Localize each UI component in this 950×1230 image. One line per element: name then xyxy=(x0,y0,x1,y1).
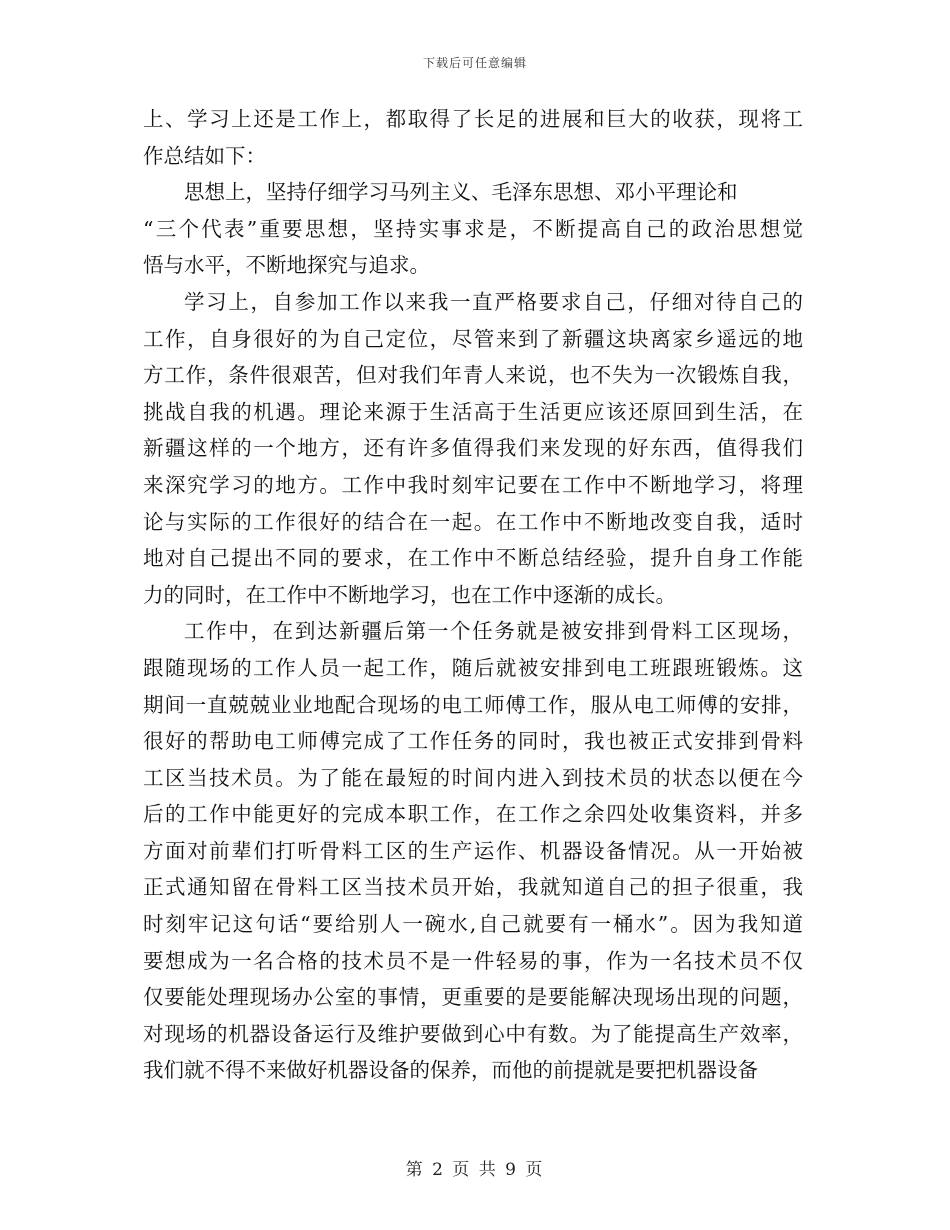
text-line: “三个代表”重要思想，坚持实事求是，不断提高自己的政治思想觉 xyxy=(143,216,803,241)
text-line: 要想成为一名合格的技术员不是一件轻易的事，作为一名技术员不仅 xyxy=(143,948,803,973)
text-line: 论与实际的工作很好的结合在一起。在工作中不断地改变自我，适时 xyxy=(143,509,803,534)
text-line: 思想上，坚持仔细学习马列主义、毛泽东思想、邓小平理论和 xyxy=(184,180,738,205)
text-line: 仅要能处理现场办公室的事情，更重要的是要能解决现场出现的问题， xyxy=(143,985,803,1010)
page-header: 下载后可任意编辑 xyxy=(422,56,527,70)
paragraph xyxy=(143,101,803,174)
document-body xyxy=(143,101,803,1089)
text-line: 我们就不得不来做好机器设备的保养，而他的前提就是要把机器设备 xyxy=(143,1058,758,1083)
paragraph xyxy=(143,284,803,613)
text-line: 正式通知留在骨料工区当技术员开始，我就知道自己的担子很重，我 xyxy=(143,875,803,900)
paragraph xyxy=(143,613,803,1089)
text-line: 力的同时，在工作中不断地学习，也在工作中逐渐的成长。 xyxy=(143,582,676,607)
text-line: 悟与水平，不断地探究与追求。 xyxy=(143,253,430,278)
text-line: 工作中，在到达新疆后第一个任务就是被安排到骨料工区现场， xyxy=(184,619,803,644)
text-line: 很好的帮助电工师傅完成了工作任务的同时，我也被正式安排到骨料 xyxy=(143,729,803,754)
paragraph xyxy=(143,174,803,284)
text-line: 工区当技术员。为了能在最短的时间内进入到技术员的状态以便在今 xyxy=(143,765,803,790)
text-line: 后的工作中能更好的完成本职工作，在工作之余四处收集资料，并多 xyxy=(143,802,803,827)
text-line: 方工作，条件很艰苦，但对我们年青人来说，也不失为一次锻炼自我， xyxy=(143,363,803,388)
text-line: 方面对前辈们打听骨料工区的生产运作、机器设备情况。从一开始被 xyxy=(143,838,803,863)
text-line: 地对自己提出不同的要求，在工作中不断总结经验，提升自身工作能 xyxy=(143,546,803,571)
text-line: 期间一直兢兢业业地配合现场的电工师傅工作，服从电工师傅的安排， xyxy=(143,692,803,717)
text-line: 工作，自身很好的为自己定位，尽管来到了新疆这块离家乡遥远的地 xyxy=(143,326,803,351)
text-line: 挑战自我的机遇。理论来源于生活高于生活更应该还原回到生活，在 xyxy=(143,399,803,424)
text-line: 来深究学习的地方。工作中我时刻牢记要在工作中不断地学习，将理 xyxy=(143,472,803,497)
text-line: 跟随现场的工作人员一起工作，随后就被安排到电工班跟班锻炼。这 xyxy=(143,655,803,680)
text-line: 上、学习上还是工作上，都取得了长足的进展和巨大的收获，现将工 xyxy=(143,107,803,131)
text-line: 作总结如下： xyxy=(143,143,266,168)
text-line: 学习上，自参加工作以来我一直严格要求自己，仔细对待自己的 xyxy=(184,289,803,314)
page-footer: 第 2 页 共 9 页 xyxy=(405,1160,545,1180)
text-line: 对现场的机器设备运行及维护要做到心中有数。为了能提高生产效率， xyxy=(143,1021,803,1046)
text-line: 新疆这样的一个地方，还有许多值得我们来发现的好东西，值得我们 xyxy=(143,436,803,461)
text-line: 时刻牢记这句话“要给别人一碗水,自己就要有一桶水”。因为我知道 xyxy=(143,912,803,937)
